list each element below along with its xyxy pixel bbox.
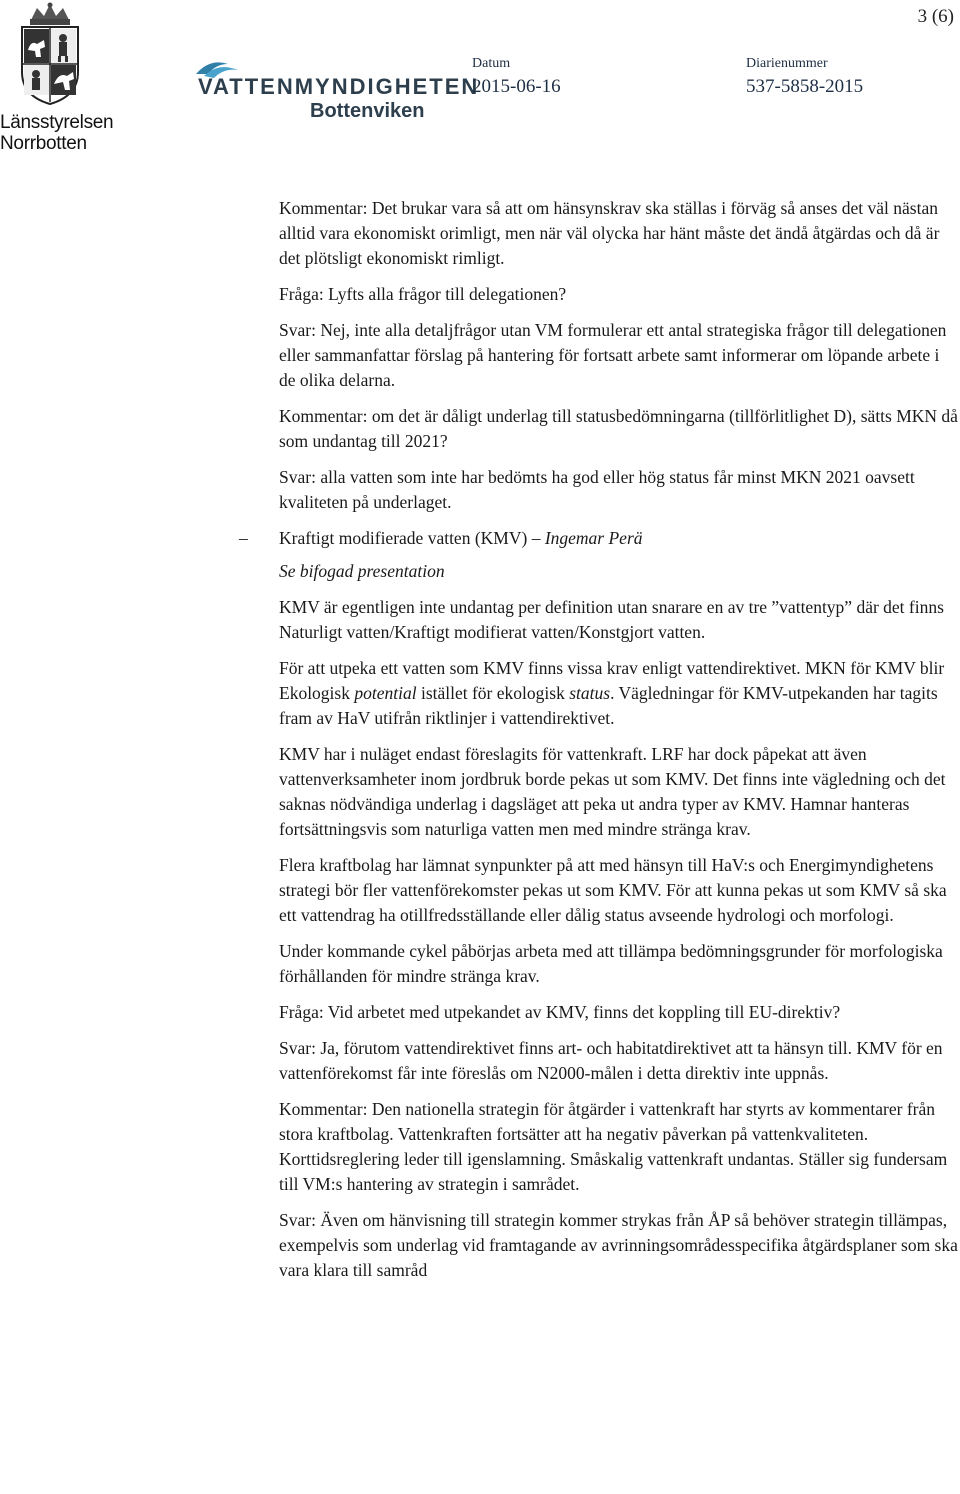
vattenmyndigheten-name: VATTENMYNDIGHETEN <box>198 74 480 99</box>
emphasis-status: status <box>569 683 611 703</box>
page-number: 3 (6) <box>917 6 954 27</box>
diarienummer-value: 537-5858-2015 <box>746 76 864 97</box>
vattenmyndigheten-logo <box>194 52 480 124</box>
paragraph-comment-1: Kommentar: Det brukar vara så att om hänsynskrav ska ställas i förväg så anses det väl nästan alltid vara ekonomiskt orimligt, men när väl olycka har hänt måste det ändå åtgärdas och då är det plötsligt ekonomiskt rimligt. <box>279 198 940 268</box>
coat-of-arms-icon <box>17 2 83 106</box>
date-value: 2015-06-16 <box>472 76 561 97</box>
paragraph-comment-3: Kommentar: Den nationella strategin för åtgärder i vattenkraft har styrts av kommentarer från stora kraftbolag. Vattenkraften fortsätter att ha negativ påverkan på vattenkvaliteten. Korttidsreglering leder till igenslamning. Småskalig vattenkraft undantas. Ställer sig fundersam till VM:s hantering av strategin i samrådet. <box>279 1099 948 1194</box>
vattenmyndigheten-region: Bottenviken <box>310 100 425 122</box>
paragraph-answer-3: Svar: Ja, förutom vattendirektivet finns art- och habitatdirektivet att ta hänsyn till. KMV för en vattenförekomst får inte föreslås om N2000-målen i detta direktiv inte uppnås. <box>279 1038 943 1083</box>
attachment-note <box>279 559 960 584</box>
lansstyrelsen-line1: Länsstyrelsen <box>0 112 114 133</box>
date-label: Datum <box>472 56 511 71</box>
diarienummer-label: Diarienummer <box>746 56 828 71</box>
bullet-kmv <box>239 526 960 551</box>
document-body <box>239 196 960 1294</box>
emphasis-potential: potential <box>354 683 417 703</box>
bullet-presenter: Ingemar Perä <box>544 528 643 548</box>
paragraph-kmv-requirements <box>279 656 960 731</box>
paragraph-answer-1: Svar: Nej, inte alla detaljfrågor utan VM formulerar ett antal strategiska frågor till delegationen eller sammanfattar förslag på hantering för fortsatt arbete samt informerar om löpande arbete i de olika delarna. <box>279 320 947 390</box>
attachment-note-text: Se bifogad presentation <box>279 561 445 581</box>
text-span: istället för ekologisk <box>416 683 570 703</box>
paragraph-question-1: Fråga: Lyfts alla frågor till delegationen? <box>279 284 567 304</box>
paragraph-answer-4: Svar: Även om hänvisning till strategin kommer strykas från ÅP så behöver strategin tillämpas, exempelvis som underlag vid framtagande av avrinningsområdesspecifika åtgärdsplaner som ska vara klara till samråd <box>279 1210 958 1280</box>
lansstyrelsen-line2: Norrbotten <box>0 133 87 154</box>
bullet-dash: – <box>239 528 248 548</box>
paragraph-kmv-hydropower: KMV har i nuläget endast föreslagits för vattenkraft. LRF har dock påpekat att även vattenverksamheter inom jordbruk borde pekas ut som KMV. Det finns inte vägledning och det saknas nödvändiga underlag i dagsläget att peka ut andra typer av KMV. Hamnar hanteras fortsättningsvis som naturliga vatten men med mindre stränga krav. <box>279 744 946 839</box>
paragraph-question-2: Fråga: Vid arbetet med utpekandet av KMV, finns det koppling till EU-direktiv? <box>279 1002 841 1022</box>
paragraph-answer-2: Svar: alla vatten som inte har bedömts ha god eller hög status får minst MKN 2021 oavsett kvaliteten på underlaget. <box>279 467 915 512</box>
text-span: För att utpeka ett vatten som KMV finns vissa krav enligt vattendirektivet. MKN för KMV blir Ekologisk <box>279 658 945 703</box>
paragraph-kmv-definition: KMV är egentligen inte undantag per definition utan snarare en av tre ”vattentyp” där det finns Naturligt vatten/Kraftigt modifierat vatten/Konstgjort vatten. <box>279 597 944 642</box>
bullet-title: Kraftigt modifierade vatten (KMV) – <box>279 528 545 548</box>
text-span: . Vägledningar för KMV-utpekanden har tagits fram av HaV utifrån riktlinjer i vattendirektivet. <box>279 683 938 728</box>
paragraph-comment-2: Kommentar: om det är dåligt underlag till statusbedömningarna (tillförlitlighet D), sätts MKN då som undantag till 2021? <box>279 406 958 451</box>
paragraph-next-cycle: Under kommande cykel påbörjas arbeta med att tillämpa bedömningsgrunder för morfologiska förhållanden för mindre stränga krav. <box>279 941 943 986</box>
lansstyrelsen-logo <box>0 0 120 170</box>
paragraph-power-companies: Flera kraftbolag har lämnat synpunkter på att med hänsyn till HaV:s och Energimyndighetens strategi bör fler vattenförekomster pekas ut som KMV. För att kunna pekas ut som KMV så ska ett vattendrag ha otillfredsställande eller dålig status avseende hydrologi och morfologi. <box>279 855 947 925</box>
lansstyrelsen-name <box>0 112 130 154</box>
